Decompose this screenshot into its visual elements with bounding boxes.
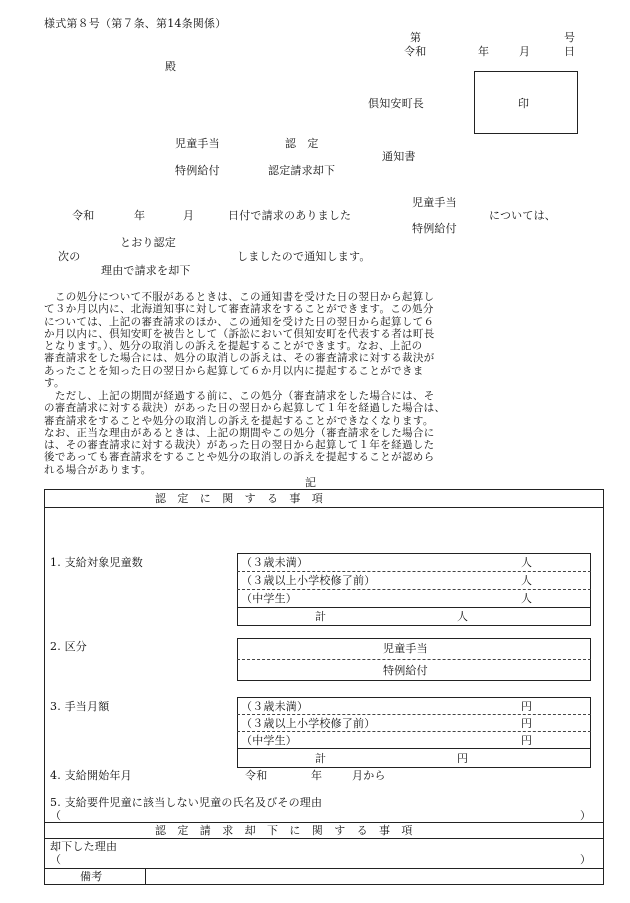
notice-line: は、その審査請求に対する裁決）があった日の翌日から起算して１年を経過した: [44, 439, 435, 452]
form-number: 様式第８号（第７条、第14条関係）: [44, 17, 227, 30]
paren-open: （: [50, 809, 62, 822]
row-middle-school: （中学生）: [241, 734, 297, 747]
notice-line: あったことを知った日の翌日から起算して６か月以内に提起することができま: [44, 364, 424, 377]
start-year: 年: [311, 769, 323, 782]
divider: [145, 868, 146, 885]
date-day: 日: [564, 45, 576, 58]
notice-line: 審査請求をすることや処分の取消しの訴えを提起することができなくなります。: [44, 414, 434, 427]
start-month-kara: 月から: [352, 769, 386, 782]
row-under-3: （３歳未満）: [241, 700, 309, 713]
title-tsuchisho: 通知書: [382, 150, 416, 163]
notice-paragraph-2: [44, 390, 604, 476]
notice-paragraph-1: [44, 291, 604, 389]
ki-mark: 記: [305, 476, 317, 489]
title-special: 特例給付: [175, 164, 220, 177]
body-date-phrase: 日付で請求のありました: [228, 209, 352, 222]
notice-line: の審査請求に対する裁決）があった日の翌日から起算して１年を経過した場合は、: [44, 402, 446, 415]
row-middle-school: （中学生）: [241, 592, 297, 605]
seal-mark: 印: [518, 97, 530, 110]
label-ineligible: 5. 支給要件児童に該当しない児童の氏名及びその理由: [50, 796, 323, 809]
divider: [237, 607, 591, 608]
section-header-nintei: 認 定 に 関 す る 事 項: [155, 492, 323, 505]
divider: [237, 714, 591, 715]
issuer-name: 倶知安町長: [368, 97, 424, 110]
body-nitsuite: については、: [489, 209, 556, 222]
notice-line: れる場合があります。: [44, 463, 152, 476]
unit-yen: 円: [457, 752, 469, 765]
notice-line: については、上記の審査請求のほか、この通知を受けた日の翌日から起算して６: [44, 315, 435, 328]
notice-line: ただし、上記の期間が経過する前に、この処分（審査請求をした場合には、そ: [44, 390, 435, 402]
paren-close: ）: [580, 853, 592, 866]
class-allowance: 児童手当: [383, 642, 428, 655]
notice-line: す。: [44, 377, 65, 390]
divider: [237, 731, 591, 732]
notice-line: 後であっても審査請求をすることや処分の取消しの訴えを提起することが認めら: [44, 451, 435, 464]
doc-number-dai: 第: [410, 31, 422, 44]
label-monthly-amount: 3. 手当月額: [50, 700, 110, 713]
title-nintei: 認 定: [285, 137, 319, 150]
paren-open: （: [50, 853, 62, 866]
date-reiwa: 令和: [404, 45, 427, 58]
unit-person: 人: [457, 610, 469, 623]
label-biko: 備考: [80, 870, 103, 883]
divider: [237, 659, 591, 660]
notice-line: か月以内に、倶知安町を被告として（訴訟において倶知安町を代表する者は町長: [44, 327, 435, 340]
row-under-3: （３歳未満）: [241, 556, 309, 569]
date-year: 年: [478, 45, 490, 58]
unit-person: 人: [521, 574, 533, 587]
divider: [44, 822, 604, 823]
unit-yen: 円: [521, 734, 533, 747]
notice-line: 審査請求をした場合には、処分の取消しの訴えは、その審査請求に対する裁決が: [44, 352, 435, 365]
notice-line: なお、正当な理由があるときは、上記の期間やこの処分（審査請求をした場合に: [44, 426, 435, 439]
total-label: 計: [315, 610, 327, 623]
notice-line: となります。）、処分の取消しの訴えを提起することができます。なお、上記の: [44, 340, 423, 353]
row-3-to-primary: （３歳以上小学校修了前）: [241, 574, 376, 587]
label-reject-reason: 却下した理由: [50, 840, 118, 853]
body-next: 次の: [58, 250, 81, 263]
body-reiwa: 令和: [72, 209, 95, 222]
divider: [44, 868, 604, 869]
divider: [44, 507, 604, 508]
body-month: 月: [183, 209, 195, 222]
body-allowance: 児童手当: [412, 196, 457, 209]
notice-line: て３か月以内に、北海道知事に対して審査請求をすることができます。この処分: [44, 303, 434, 316]
unit-person: 人: [521, 556, 533, 569]
paren-close: ）: [580, 809, 592, 822]
label-start-month: 4. 支給開始年月: [50, 769, 132, 782]
body-notified: しましたので通知します。: [237, 250, 371, 263]
total-label: 計: [315, 752, 327, 765]
addressee-dono: 殿: [165, 60, 177, 73]
doc-number-go: 号: [564, 31, 576, 44]
notice-line: この処分について不服があるときは、この通知書を受けた日の翌日から起算し: [44, 291, 435, 303]
start-reiwa: 令和: [245, 769, 268, 782]
class-special: 特例給付: [383, 664, 428, 677]
body-approved: とおり認定: [120, 236, 176, 249]
divider: [44, 838, 604, 839]
divider: [237, 571, 591, 572]
divider: [237, 589, 591, 590]
section-header-rejection: 認 定 請 求 却 下 に 関 す る 事 項: [155, 824, 413, 837]
title-allowance: 児童手当: [175, 137, 220, 150]
divider: [237, 748, 591, 749]
label-child-count: 1. 支給対象児童数: [50, 556, 143, 569]
row-3-to-primary: （３歳以上小学校修了前）: [241, 717, 376, 730]
title-kyakka: 認定請求却下: [268, 164, 336, 177]
label-classification: 2. 区分: [50, 640, 87, 653]
date-month: 月: [519, 45, 531, 58]
body-rejected: 理由で請求を却下: [101, 264, 191, 277]
body-year: 年: [134, 209, 146, 222]
body-special: 特例給付: [412, 222, 457, 235]
unit-yen: 円: [521, 700, 533, 713]
unit-yen: 円: [521, 717, 533, 730]
unit-person: 人: [521, 592, 533, 605]
